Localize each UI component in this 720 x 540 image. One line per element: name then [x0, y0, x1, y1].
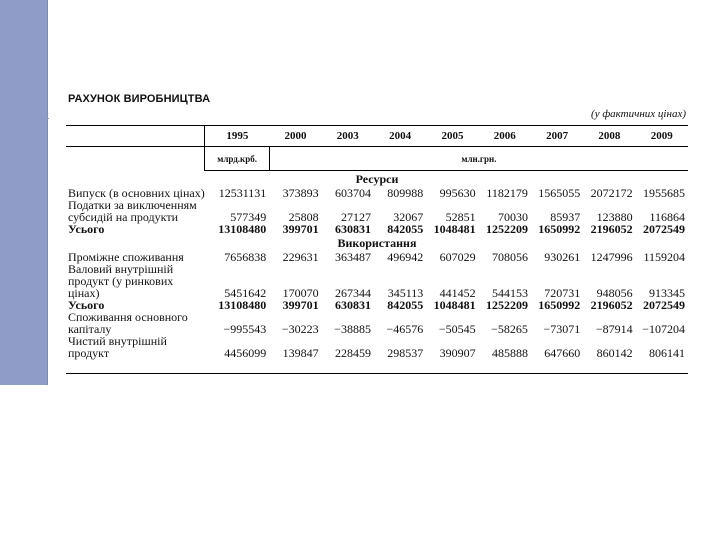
slide-accent-line: [30, 118, 49, 119]
header-corner: [66, 126, 205, 147]
value-cell: 1565055: [538, 186, 581, 200]
year-header-row: [66, 126, 688, 147]
row-label: Податки за виключенням субсидій на продукти: [68, 198, 197, 224]
year-header: 2005: [426, 126, 478, 147]
value-cell: 70030: [497, 210, 528, 224]
table-row: [66, 199, 688, 223]
document-title: РАХУНОК ВИРОБНИЦТВА: [68, 93, 211, 105]
year-header: 1995: [205, 126, 269, 147]
value-cell: 809988: [387, 186, 424, 200]
table-row: [66, 263, 688, 299]
value-cell: 298537: [374, 335, 426, 374]
value-cell: 1252209: [485, 222, 528, 236]
unit-header-other-years: млн.грн.: [269, 147, 688, 171]
value-cell: −995543: [223, 322, 267, 336]
section-heading-row: [66, 171, 688, 188]
table-row: [66, 335, 688, 374]
value-cell: 85937: [550, 210, 581, 224]
value-cell: 1247996: [590, 250, 633, 264]
value-cell: 2072549: [643, 298, 685, 312]
value-cell: 1048481: [433, 222, 476, 236]
value-cell: 399701: [282, 222, 319, 236]
value-cell: 52851: [445, 210, 476, 224]
value-cell: 228459: [322, 335, 374, 374]
value-cell: 496942: [387, 250, 424, 264]
slide-sidebar-bar: [0, 0, 48, 385]
value-cell: 1048481: [433, 298, 476, 312]
value-cell: 708056: [491, 250, 528, 264]
value-cell: 4456099: [205, 335, 269, 374]
year-header: 2004: [374, 126, 426, 147]
value-cell: 5451642: [224, 286, 267, 300]
value-cell: 1955685: [643, 186, 685, 200]
year-header: 2000: [269, 126, 321, 147]
row-label: Усього: [68, 222, 105, 236]
value-cell: 842055: [387, 222, 424, 236]
row-label: Проміжне споживання: [68, 250, 184, 264]
row-label: Усього: [68, 298, 105, 312]
unit-header-row: [66, 147, 688, 171]
value-cell: 544153: [491, 286, 528, 300]
row-label: Випуск (в основних цінах): [68, 186, 205, 200]
value-cell: 13108480: [218, 222, 267, 236]
value-cell: −38885: [334, 322, 371, 336]
value-cell: 930261: [544, 250, 581, 264]
section-heading: Використання: [337, 236, 417, 250]
value-cell: 913345: [649, 286, 685, 300]
value-cell: 2072172: [590, 186, 633, 200]
value-cell: 25808: [288, 210, 319, 224]
row-label: Чистий внутрішній продукт: [66, 335, 205, 374]
value-cell: 7656838: [224, 250, 267, 264]
value-cell: 630831: [334, 298, 371, 312]
value-cell: −107204: [642, 322, 685, 336]
value-cell: 995630: [439, 186, 476, 200]
value-cell: 842055: [387, 298, 424, 312]
value-cell: 2196052: [590, 222, 633, 236]
row-label: Валовий внутрішній продукт (у ринкових цінах): [68, 262, 174, 300]
table-body: [66, 171, 688, 374]
value-cell: 13108480: [218, 298, 267, 312]
price-unit-note: (у фактичних цінах): [591, 108, 686, 120]
value-cell: −87914: [595, 322, 633, 336]
value-cell: 139847: [269, 335, 321, 374]
value-cell: 170070: [282, 286, 319, 300]
value-cell: 12531131: [218, 186, 267, 200]
value-cell: 390907: [426, 335, 478, 374]
value-cell: 399701: [282, 298, 319, 312]
value-cell: 647660: [531, 335, 583, 374]
value-cell: −30223: [281, 322, 319, 336]
value-cell: 1182179: [486, 186, 528, 200]
value-cell: 32067: [393, 210, 424, 224]
unit-header-corner: [66, 147, 205, 171]
value-cell: 1650992: [538, 298, 581, 312]
year-header: 2008: [583, 126, 635, 147]
value-cell: 1159204: [643, 250, 685, 264]
value-cell: 373893: [282, 186, 319, 200]
value-cell: 1650992: [538, 222, 581, 236]
value-cell: 948056: [596, 286, 633, 300]
value-cell: 630831: [334, 222, 371, 236]
section-heading: Ресурси: [355, 172, 399, 186]
value-cell: 720731: [544, 286, 581, 300]
value-cell: 603704: [334, 186, 371, 200]
value-cell: −58265: [491, 322, 528, 336]
value-cell: 345113: [387, 286, 424, 300]
value-cell: 2072549: [643, 222, 685, 236]
value-cell: −50545: [438, 322, 476, 336]
value-cell: 860142: [583, 335, 635, 374]
year-header: 2007: [531, 126, 583, 147]
value-cell: 2196052: [590, 298, 633, 312]
production-account-table-wrapper: [66, 125, 688, 374]
value-cell: 441452: [439, 286, 476, 300]
value-cell: 363487: [334, 250, 371, 264]
value-cell: 485888: [479, 335, 531, 374]
value-cell: 27127: [340, 210, 371, 224]
year-header: 2006: [479, 126, 531, 147]
value-cell: −46576: [386, 322, 424, 336]
value-cell: 229631: [282, 250, 319, 264]
value-cell: 116864: [649, 210, 685, 224]
value-cell: 806141: [636, 335, 688, 374]
table-row: [66, 311, 688, 335]
value-cell: 1252209: [485, 298, 528, 312]
section-heading-row: [66, 235, 688, 251]
value-cell: 577349: [230, 210, 267, 224]
value-cell: 607029: [439, 250, 476, 264]
unit-header-1995: млрд.крб.: [205, 147, 269, 171]
value-cell: 267344: [334, 286, 371, 300]
value-cell: −73071: [543, 322, 581, 336]
total-row: [66, 223, 688, 235]
year-header: 2009: [636, 126, 688, 147]
production-account-table: [66, 125, 688, 374]
row-label: Споживання основного капіталу: [68, 310, 188, 336]
year-header: 2003: [322, 126, 374, 147]
value-cell: 123880: [596, 210, 633, 224]
